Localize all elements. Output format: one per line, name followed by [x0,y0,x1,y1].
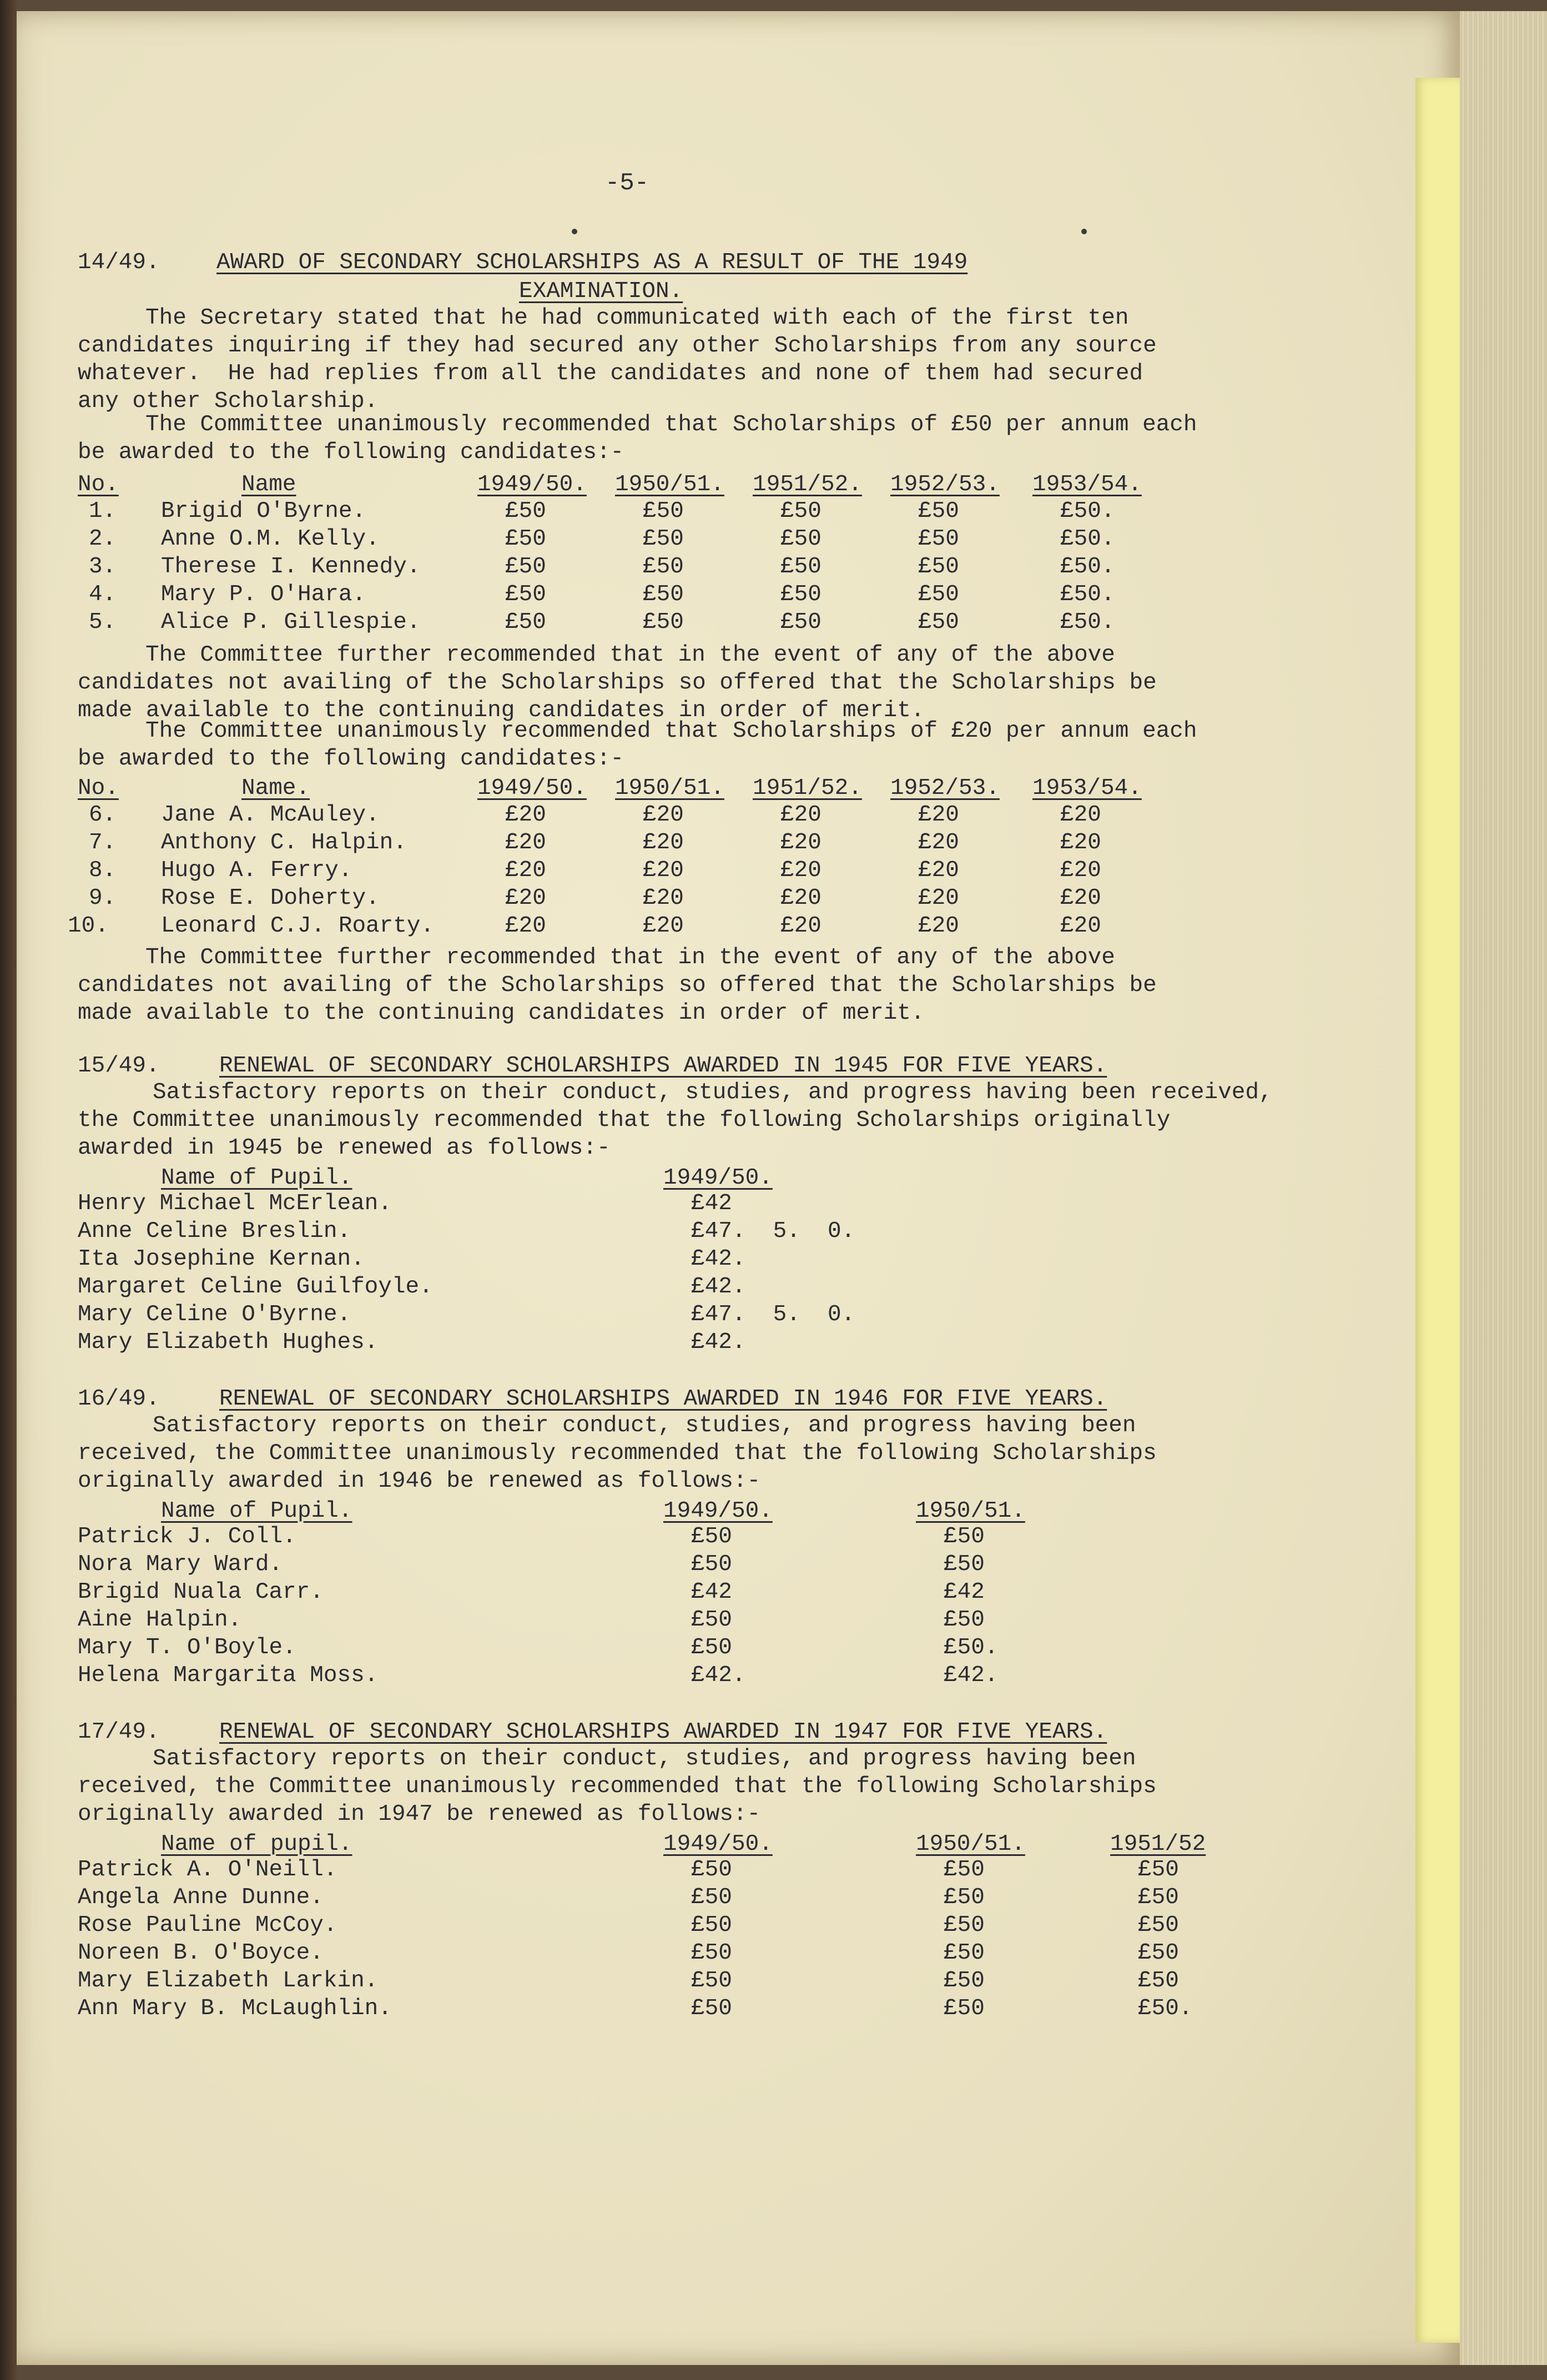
table-cell: £42. [944,1663,999,1688]
table-cell: £50 [691,1968,732,1994]
table-cell-name: Helena Margarita Moss. [78,1663,379,1688]
table-cell: £20 [780,913,822,939]
table-cell-name: Alice P. Gillespie. [161,610,421,635]
paragraph-line: be awarded to the following candidates:- [78,440,624,465]
table-cell: £50 [643,554,684,580]
table-header: 1949/50. [663,1498,773,1524]
table-cell: £20 [1060,858,1101,883]
table-cell: £20 [505,858,546,883]
paragraph-line: Satisfactory reports on their conduct, studies, and progress having been received, [153,1080,1273,1105]
table-cell: £42. [691,1330,746,1355]
table-cell: £50 [691,1940,732,1966]
table-header: 1950/51. [615,776,724,801]
table-cell: 1. [89,499,117,524]
table-cell: £50 [1138,1913,1179,1938]
table-cell: £50 [691,1885,732,1910]
ink-mark [572,229,577,234]
table-header: 1952/53. [890,472,1000,497]
book-fore-edge [1460,11,1547,2365]
table-cell: £50 [691,1607,732,1633]
table-cell: £50 [944,1524,985,1549]
table-cell: £50 [643,526,684,552]
paragraph-line: Satisfactory reports on their conduct, studies, and progress having been [153,1746,1136,1772]
table-cell: £20 [505,802,546,828]
table-cell: £20 [918,802,959,828]
page-number: -5- [605,169,649,197]
table-cell-name: Aine Halpin. [78,1607,242,1633]
table-header: No. [78,472,119,497]
table-cell: £50 [691,1857,732,1883]
table-header: 1951/52. [753,472,862,497]
table-cell: £20 [1060,830,1101,856]
table-header: 1950/51. [916,1498,1025,1524]
paragraph-line: candidates not availing of the Scholarships so offered that the Scholarships be [78,670,1157,696]
table-cell: £50 [944,1857,985,1883]
table-cell: £42. [691,1274,746,1300]
table-cell-name: Rose Pauline McCoy. [78,1913,337,1938]
table-cell: £20 [780,802,822,828]
table-cell: £20 [780,830,822,856]
table-cell: 10. [68,913,109,939]
table-cell: £20 [1060,802,1101,828]
table-cell: £50 [505,499,546,524]
table-cell: £50 [780,499,822,524]
table-cell: £20 [918,913,959,939]
table-cell: £50. [1060,554,1115,580]
table-cell: £20 [780,858,822,883]
table-cell-name: Anne O.M. Kelly. [161,526,380,552]
table-cell: £50 [1138,1940,1179,1966]
table-cell-name: Patrick J. Coll. [78,1524,296,1549]
table-cell: £50 [944,1913,985,1938]
table-cell: £50 [643,499,684,524]
paragraph-line: made available to the continuing candidates in order of merit. [78,698,925,723]
table-cell: 4. [89,582,117,607]
paragraph-line: The Committee unanimously recommended that Scholarships of £20 per annum each [145,718,1197,744]
book-spine-left [0,0,17,2380]
table-cell: 7. [89,830,117,856]
table-cell: £50 [1138,1885,1179,1910]
paragraph-line: be awarded to the following candidates:- [78,746,624,772]
section-title: RENEWAL OF SECONDARY SCHOLARSHIPS AWARDED IN 1945 FOR FIVE YEARS. [219,1053,1107,1079]
table-cell: £20 [505,885,546,911]
table-cell-name: Ann Mary B. McLaughlin. [78,1996,392,2021]
paragraph-line: awarded in 1945 be renewed as follows:- [78,1135,611,1161]
table-header: 1951/52 [1110,1831,1206,1857]
table-header: 1951/52. [753,776,862,801]
section-title: RENEWAL OF SECONDARY SCHOLARSHIPS AWARDED IN 1947 FOR FIVE YEARS. [219,1719,1107,1745]
paragraph-line: originally awarded in 1947 be renewed as follows:- [78,1802,761,1827]
paragraph-line: The Committee further recommended that in the event of any of the above [145,945,1115,970]
table-cell: £42 [691,1579,732,1605]
table-cell: £50 [1138,1857,1179,1883]
table-cell: 9. [89,885,117,911]
paragraph-line: The Committee unanimously recommended that Scholarships of £50 per annum each [145,412,1197,437]
paragraph-line: received, the Committee unanimously recommended that the following Scholarships [78,1774,1157,1799]
table-cell: 2. [89,526,117,552]
table-cell: £50 [944,1996,985,2021]
table-cell: £50 [643,582,684,607]
table-cell: £50 [780,526,822,552]
paragraph-line: candidates inquiring if they had secured any other Scholarships from any source [78,333,1157,359]
table-cell: £50 [505,526,546,552]
paragraph-line: Satisfactory reports on their conduct, studies, and progress having been [153,1413,1136,1438]
paragraph-line: The Committee further recommended that in the event of any of the above [145,642,1115,668]
paragraph-line: received, the Committee unanimously recommended that the following Scholarships [78,1441,1157,1466]
table-cell: £50. [1060,499,1115,524]
paragraph-line: The Secretary stated that he had communicated with each of the first ten [145,305,1129,331]
table-cell: £50 [691,1996,732,2021]
section-number: 16/49. [78,1386,160,1412]
table-cell: £47. 5. 0. [691,1302,855,1327]
ink-mark [1081,229,1087,234]
table-cell-name: Ita Josephine Kernan. [78,1246,365,1272]
table-cell-name: Hugo A. Ferry. [161,858,352,883]
table-cell-name: Anthony C. Halpin. [161,830,407,856]
section-number: 14/49. [78,250,160,275]
table-cell: £42. [691,1663,746,1688]
table-cell: £20 [643,802,684,828]
table-header: Name of Pupil. [161,1498,352,1524]
paragraph-line: the Committee unanimously recommended that the following Scholarships originally [78,1108,1171,1133]
table-header: 1949/50. [477,776,587,801]
table-cell: £42 [691,1191,732,1216]
table-cell: 5. [89,610,117,635]
table-cell: £50 [944,1552,985,1577]
table-cell: £50 [505,582,546,607]
table-cell-name: Henry Michael McErlean. [78,1191,392,1216]
table-cell: £50. [1060,582,1115,607]
table-cell: £50 [944,1968,985,1994]
table-cell: £42. [691,1246,746,1272]
table-cell: £20 [1060,913,1101,939]
paragraph-line: whatever. He had replies from all the candidates and none of them had secured [78,361,1143,386]
table-cell: £50 [780,582,822,607]
table-cell: £50 [691,1524,732,1549]
table-cell: £50 [918,610,959,635]
table-cell-name: Mary T. O'Boyle. [78,1635,296,1661]
table-cell: £20 [918,885,959,911]
table-cell: £50 [643,610,684,635]
table-header: Name [241,472,296,497]
table-cell: £47. 5. 0. [691,1219,855,1244]
table-cell: £50 [505,610,546,635]
table-header: 1953/54. [1032,776,1142,801]
table-cell: £20 [918,858,959,883]
table-cell: 8. [89,858,117,883]
paragraph-line: originally awarded in 1946 be renewed as follows:- [78,1468,761,1494]
table-cell: 3. [89,554,117,580]
page-edge-tab [1415,78,1460,2343]
table-cell: £50. [944,1635,999,1661]
table-cell: £50 [780,554,822,580]
table-cell: £20 [643,913,684,939]
table-header: 1950/51. [916,1831,1025,1857]
table-header: 1949/50. [663,1165,773,1191]
table-cell-name: Angela Anne Dunne. [78,1885,324,1910]
table-cell-name: Jane A. McAuley. [161,802,380,828]
table-cell: £50 [691,1913,732,1938]
table-cell: £20 [505,830,546,856]
paragraph-line: any other Scholarship. [78,389,379,414]
table-cell-name: Nora Mary Ward. [78,1552,283,1577]
table-cell-name: Margaret Celine Guilfoyle. [78,1274,433,1300]
table-cell: £20 [1060,885,1101,911]
table-cell: £50 [691,1552,732,1577]
section-number: 15/49. [78,1053,160,1079]
table-header: Name of Pupil. [161,1165,352,1191]
table-cell: £20 [643,830,684,856]
table-cell: £50. [1060,610,1115,635]
table-cell-name: Mary P. O'Hara. [161,582,366,607]
table-cell-name: Rose E. Doherty. [161,885,380,911]
table-header: 1949/50. [477,472,587,497]
section-title-line2: EXAMINATION. [519,279,683,304]
table-header: 1953/54. [1032,472,1142,497]
table-header: 1952/53. [890,776,1000,801]
table-cell: £50 [918,526,959,552]
table-header: Name. [241,776,310,801]
table-cell: £20 [643,885,684,911]
table-cell: £50 [944,1885,985,1910]
table-cell: £50 [918,582,959,607]
table-header: 1949/50. [663,1831,773,1857]
table-cell: £50 [944,1607,985,1633]
table-cell: £50 [505,554,546,580]
table-cell-name: Leonard C.J. Roarty. [161,913,435,939]
table-cell-name: Mary Celine O'Byrne. [78,1302,351,1327]
table-cell: £50. [1138,1996,1193,2021]
table-cell: £20 [780,885,822,911]
table-cell: £20 [918,830,959,856]
table-cell-name: Brigid Nuala Carr. [78,1579,324,1605]
table-cell-name: Brigid O'Byrne. [161,499,366,524]
table-cell-name: Therese I. Kennedy. [161,554,421,580]
section-title: RENEWAL OF SECONDARY SCHOLARSHIPS AWARDED IN 1946 FOR FIVE YEARS. [219,1386,1107,1412]
table-cell: £50 [918,499,959,524]
table-cell: 6. [89,802,117,828]
table-cell: £50. [1060,526,1115,552]
table-cell-name: Patrick A. O'Neill. [78,1857,337,1883]
section-number: 17/49. [78,1719,160,1745]
paragraph-line: candidates not availing of the Scholarships so offered that the Scholarships be [78,973,1157,998]
table-cell: £50 [918,554,959,580]
table-header: Name of pupil. [161,1831,352,1857]
table-header: 1950/51. [615,472,724,497]
table-cell: £20 [643,858,684,883]
table-cell: £50 [780,610,822,635]
section-title: AWARD OF SECONDARY SCHOLARSHIPS AS A RESULT OF THE 1949 [216,250,968,275]
paragraph-line: made available to the continuing candidates in order of merit. [78,1000,925,1026]
table-cell-name: Mary Elizabeth Larkin. [78,1968,379,1994]
table-cell: £50 [944,1940,985,1966]
table-cell: £50 [691,1635,732,1661]
table-cell: £50 [1138,1968,1179,1994]
table-cell: £20 [505,913,546,939]
table-header: No. [78,776,119,801]
table-cell-name: Noreen B. O'Boyce. [78,1940,324,1966]
table-cell-name: Anne Celine Breslin. [78,1219,351,1244]
table-cell-name: Mary Elizabeth Hughes. [78,1330,379,1355]
table-cell: £42 [944,1579,985,1605]
